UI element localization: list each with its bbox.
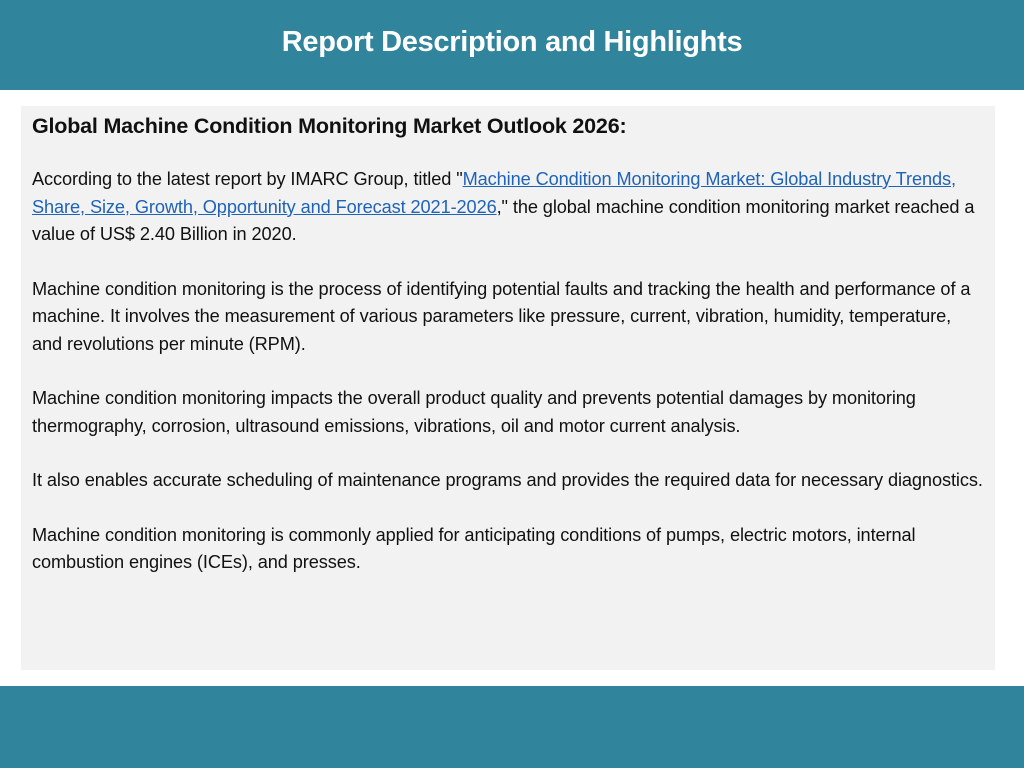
- paragraph-applications: Machine condition monitoring is commonly applied for anticipating conditions of pumps, electric motors, internal combustion engines (ICEs), and presses.: [32, 524, 916, 572]
- footer-bar: [0, 686, 1024, 768]
- intro-text-after-link: ," the global machine condition monitoring market reached a value of US$ 2.40 Billion in 2020.: [32, 196, 975, 244]
- header-bar: [0, 0, 1024, 90]
- paragraph-definition: Machine condition monitoring is the process of identifying potential faults and tracking the health and performance of a machine. It involves the measurement of various parameters like pressure, current, vibration, humidity, temperature, and revolutions per minute (RPM).: [32, 278, 971, 354]
- paragraph-impact: Machine condition monitoring impacts the overall product quality and prevents potential damages by monitoring thermography, corrosion, ultrasound emissions, vibrations, oil and motor current analysis.: [32, 388, 916, 436]
- content-panel: [21, 106, 995, 670]
- intro-paragraph: [32, 166, 983, 249]
- intro-text-before-link: According to the latest report by IMARC Group, titled ": [32, 169, 463, 189]
- report-link[interactable]: Machine Condition Monitoring Market: Global Industry Trends, Share, Size, Growth, Opportunity and Forecast 2021-2026: [32, 169, 956, 217]
- paragraph-scheduling: It also enables accurate scheduling of maintenance programs and provides the required data for necessary diagnostics.: [32, 470, 983, 490]
- section-heading: Global Machine Condition Monitoring Market Outlook 2026:: [32, 114, 627, 138]
- page-title: Report Description and Highlights: [281, 25, 743, 58]
